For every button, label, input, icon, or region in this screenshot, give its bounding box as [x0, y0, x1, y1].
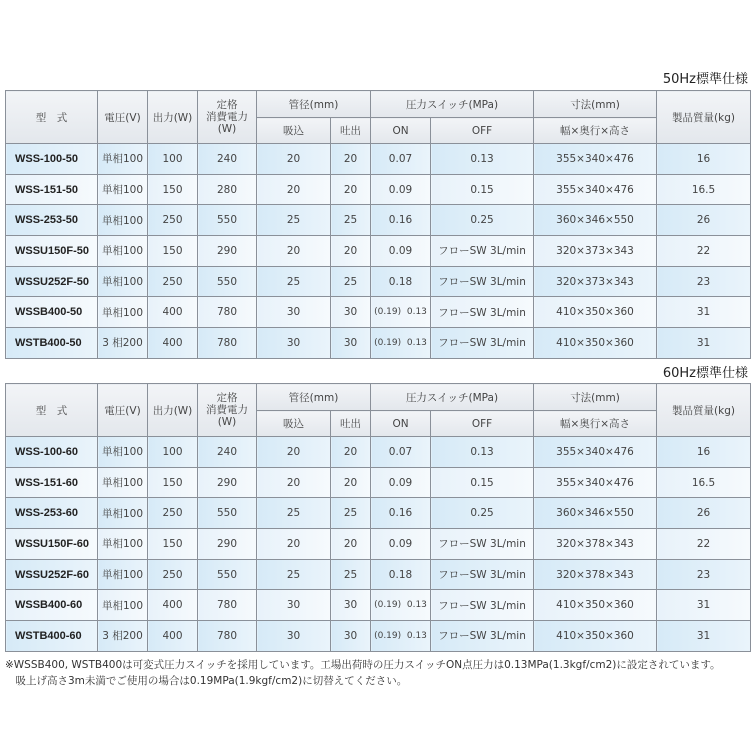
cell-model: WSTB400-50	[6, 328, 98, 359]
cell-power: 780	[198, 621, 257, 652]
cell-discharge: 20	[331, 236, 371, 267]
cell-output: 150	[148, 174, 198, 205]
cell-power: 240	[198, 144, 257, 175]
cell-model: WSSU252F-50	[6, 266, 98, 297]
header-pressure: 圧力スイッチ(MPa)	[371, 384, 534, 411]
cell-off: 0.25	[431, 205, 534, 236]
cell-voltage: 単相100	[98, 236, 148, 267]
cell-output: 150	[148, 529, 198, 560]
cell-mass: 31	[657, 621, 751, 652]
table-row	[6, 467, 751, 498]
cell-on: 0.16	[371, 498, 431, 529]
table-row	[6, 559, 751, 590]
cell-output: 250	[148, 205, 198, 236]
cell-discharge: 30	[331, 328, 371, 359]
cell-output: 150	[148, 236, 198, 267]
cell-power: 780	[198, 328, 257, 359]
cell-dims: 355×340×476	[534, 437, 657, 468]
cell-model: WSS-151-50	[6, 174, 98, 205]
table-row	[6, 174, 751, 205]
cell-voltage: 単相100	[98, 498, 148, 529]
cell-model: WSSB400-60	[6, 590, 98, 621]
header-dims_sub: 幅×奥行×高さ	[534, 118, 657, 144]
cell-power: 550	[198, 205, 257, 236]
cell-power: 290	[198, 236, 257, 267]
cell-suction: 20	[257, 529, 331, 560]
header-discharge: 吐出	[331, 411, 371, 437]
cell-voltage: 単相100	[98, 205, 148, 236]
cell-dims: 320×373×343	[534, 236, 657, 267]
header-voltage: 電圧(V)	[98, 384, 148, 437]
cell-off: フローSW 3L/min	[431, 266, 534, 297]
cell-mass: 26	[657, 205, 751, 236]
cell-off: 0.13	[431, 437, 534, 468]
header-output: 出力(W)	[148, 91, 198, 144]
header-on: ON	[371, 118, 431, 144]
cell-dims: 320×378×343	[534, 529, 657, 560]
cell-on: 0.09	[371, 467, 431, 498]
cell-dims: 320×378×343	[534, 559, 657, 590]
cell-power: 780	[198, 590, 257, 621]
cell-dims: 410×350×360	[534, 297, 657, 328]
cell-dims: 410×350×360	[534, 328, 657, 359]
cell-off: フローSW 3L/min	[431, 621, 534, 652]
cell-discharge: 20	[331, 144, 371, 175]
cell-discharge: 25	[331, 205, 371, 236]
cell-mass: 16.5	[657, 467, 751, 498]
cell-off: 0.25	[431, 498, 534, 529]
header-suction: 吸込	[257, 411, 331, 437]
cell-output: 150	[148, 467, 198, 498]
cell-power: 550	[198, 498, 257, 529]
cell-on: 0.09	[371, 236, 431, 267]
header-mass: 製品質量(kg)	[657, 91, 751, 144]
cell-output: 400	[148, 297, 198, 328]
cell-suction: 25	[257, 205, 331, 236]
cell-discharge: 20	[331, 529, 371, 560]
cell-model: WSS-253-60	[6, 498, 98, 529]
cell-on: 0.07	[371, 144, 431, 175]
table-row	[6, 437, 751, 468]
header-pipe: 管径(mm)	[257, 384, 371, 411]
cell-off: フローSW 3L/min	[431, 590, 534, 621]
cell-suction: 20	[257, 174, 331, 205]
table-row	[6, 205, 751, 236]
cell-discharge: 30	[331, 621, 371, 652]
header-power: 定格 消費電力 (W)	[198, 91, 257, 144]
cell-off: 0.13	[431, 144, 534, 175]
table-title-60hz: 60Hz標準仕様	[662, 366, 748, 381]
cell-dims: 410×350×360	[534, 621, 657, 652]
cell-off: フローSW 3L/min	[431, 236, 534, 267]
cell-off: 0.15	[431, 174, 534, 205]
cell-suction: 30	[257, 621, 331, 652]
cell-off: フローSW 3L/min	[431, 328, 534, 359]
cell-voltage: 単相100	[98, 266, 148, 297]
cell-voltage: 単相100	[98, 590, 148, 621]
header-dims_sub: 幅×奥行×高さ	[534, 411, 657, 437]
cell-model: WSSU150F-50	[6, 236, 98, 267]
table-row	[6, 590, 751, 621]
cell-discharge: 30	[331, 297, 371, 328]
cell-mass: 22	[657, 529, 751, 560]
header-off: OFF	[431, 118, 534, 144]
cell-suction: 20	[257, 236, 331, 267]
table-row	[6, 297, 751, 328]
header-model: 型 式	[6, 384, 98, 437]
cell-voltage: 単相100	[98, 174, 148, 205]
cell-voltage: 単相100	[98, 529, 148, 560]
cell-on: 0.07	[371, 437, 431, 468]
header-suction: 吸込	[257, 118, 331, 144]
cell-dims: 355×340×476	[534, 174, 657, 205]
spec-table-50hz	[5, 90, 751, 359]
cell-discharge: 20	[331, 467, 371, 498]
cell-power: 550	[198, 559, 257, 590]
cell-output: 400	[148, 621, 198, 652]
cell-discharge: 25	[331, 559, 371, 590]
cell-power: 780	[198, 297, 257, 328]
cell-mass: 23	[657, 559, 751, 590]
cell-suction: 20	[257, 467, 331, 498]
cell-output: 250	[148, 559, 198, 590]
cell-dims: 320×373×343	[534, 266, 657, 297]
cell-output: 250	[148, 266, 198, 297]
header-mass: 製品質量(kg)	[657, 384, 751, 437]
cell-power: 280	[198, 174, 257, 205]
cell-power: 290	[198, 529, 257, 560]
header-pressure: 圧力スイッチ(MPa)	[371, 91, 534, 118]
cell-mass: 23	[657, 266, 751, 297]
cell-discharge: 20	[331, 437, 371, 468]
cell-output: 100	[148, 144, 198, 175]
cell-model: WSSB400-50	[6, 297, 98, 328]
cell-model: WSS-100-60	[6, 437, 98, 468]
footnote-2: 吸上げ高さ3m未満でご使用の場合は0.19MPa(1.9kgf/cm2)に切替えてください。	[5, 675, 408, 687]
cell-power: 550	[198, 266, 257, 297]
cell-voltage: 単相100	[98, 144, 148, 175]
cell-output: 250	[148, 498, 198, 529]
header-power: 定格 消費電力 (W)	[198, 384, 257, 437]
cell-on: 0.18	[371, 266, 431, 297]
cell-voltage: 3 相200	[98, 328, 148, 359]
cell-suction: 20	[257, 144, 331, 175]
table-row	[6, 621, 751, 652]
cell-on: (0.19) 0.13	[371, 590, 431, 621]
cell-model: WSSU252F-60	[6, 559, 98, 590]
cell-model: WSTB400-60	[6, 621, 98, 652]
cell-off: フローSW 3L/min	[431, 297, 534, 328]
cell-suction: 30	[257, 590, 331, 621]
cell-voltage: 単相100	[98, 297, 148, 328]
cell-mass: 31	[657, 590, 751, 621]
cell-on: 0.09	[371, 529, 431, 560]
header-dims: 寸法(mm)	[534, 91, 657, 118]
header-on: ON	[371, 411, 431, 437]
table-row	[6, 498, 751, 529]
header-voltage: 電圧(V)	[98, 91, 148, 144]
cell-power: 290	[198, 467, 257, 498]
cell-output: 100	[148, 437, 198, 468]
header-discharge: 吐出	[331, 118, 371, 144]
cell-suction: 25	[257, 498, 331, 529]
cell-mass: 16	[657, 144, 751, 175]
cell-suction: 30	[257, 297, 331, 328]
cell-mass: 31	[657, 328, 751, 359]
cell-model: WSS-253-50	[6, 205, 98, 236]
header-output: 出力(W)	[148, 384, 198, 437]
cell-suction: 25	[257, 266, 331, 297]
table-row	[6, 266, 751, 297]
cell-on: (0.19) 0.13	[371, 297, 431, 328]
cell-mass: 22	[657, 236, 751, 267]
cell-model: WSS-100-50	[6, 144, 98, 175]
table-row	[6, 328, 751, 359]
cell-discharge: 25	[331, 266, 371, 297]
cell-power: 240	[198, 437, 257, 468]
header-model: 型 式	[6, 91, 98, 144]
footnote-1: ※WSSB400, WSTB400は可変式圧力スイッチを採用しています。工場出荷時の圧力スイッチON点圧力は0.13MPa(1.3kgf/cm2)に設定されています。	[5, 659, 721, 671]
cell-on: 0.16	[371, 205, 431, 236]
cell-discharge: 20	[331, 174, 371, 205]
cell-model: WSS-151-60	[6, 467, 98, 498]
header-pipe: 管径(mm)	[257, 91, 371, 118]
header-dims: 寸法(mm)	[534, 384, 657, 411]
cell-on: 0.18	[371, 559, 431, 590]
table-row	[6, 529, 751, 560]
cell-off: フローSW 3L/min	[431, 559, 534, 590]
cell-voltage: 単相100	[98, 467, 148, 498]
cell-dims: 355×340×476	[534, 467, 657, 498]
cell-mass: 16	[657, 437, 751, 468]
cell-on: (0.19) 0.13	[371, 621, 431, 652]
table-row	[6, 236, 751, 267]
cell-off: フローSW 3L/min	[431, 529, 534, 560]
cell-suction: 25	[257, 559, 331, 590]
cell-dims: 360×346×550	[534, 205, 657, 236]
cell-discharge: 25	[331, 498, 371, 529]
spec-table-60hz	[5, 383, 751, 652]
table-row	[6, 144, 751, 175]
cell-suction: 30	[257, 328, 331, 359]
cell-dims: 360×346×550	[534, 498, 657, 529]
cell-mass: 16.5	[657, 174, 751, 205]
table-title-50hz: 50Hz標準仕様	[662, 72, 748, 87]
cell-discharge: 30	[331, 590, 371, 621]
cell-dims: 355×340×476	[534, 144, 657, 175]
cell-model: WSSU150F-60	[6, 529, 98, 560]
cell-mass: 31	[657, 297, 751, 328]
cell-on: 0.09	[371, 174, 431, 205]
cell-mass: 26	[657, 498, 751, 529]
cell-output: 400	[148, 590, 198, 621]
header-off: OFF	[431, 411, 534, 437]
cell-dims: 410×350×360	[534, 590, 657, 621]
cell-output: 400	[148, 328, 198, 359]
cell-suction: 20	[257, 437, 331, 468]
cell-on: (0.19) 0.13	[371, 328, 431, 359]
cell-voltage: 3 相200	[98, 621, 148, 652]
cell-voltage: 単相100	[98, 437, 148, 468]
cell-off: 0.15	[431, 467, 534, 498]
cell-voltage: 単相100	[98, 559, 148, 590]
